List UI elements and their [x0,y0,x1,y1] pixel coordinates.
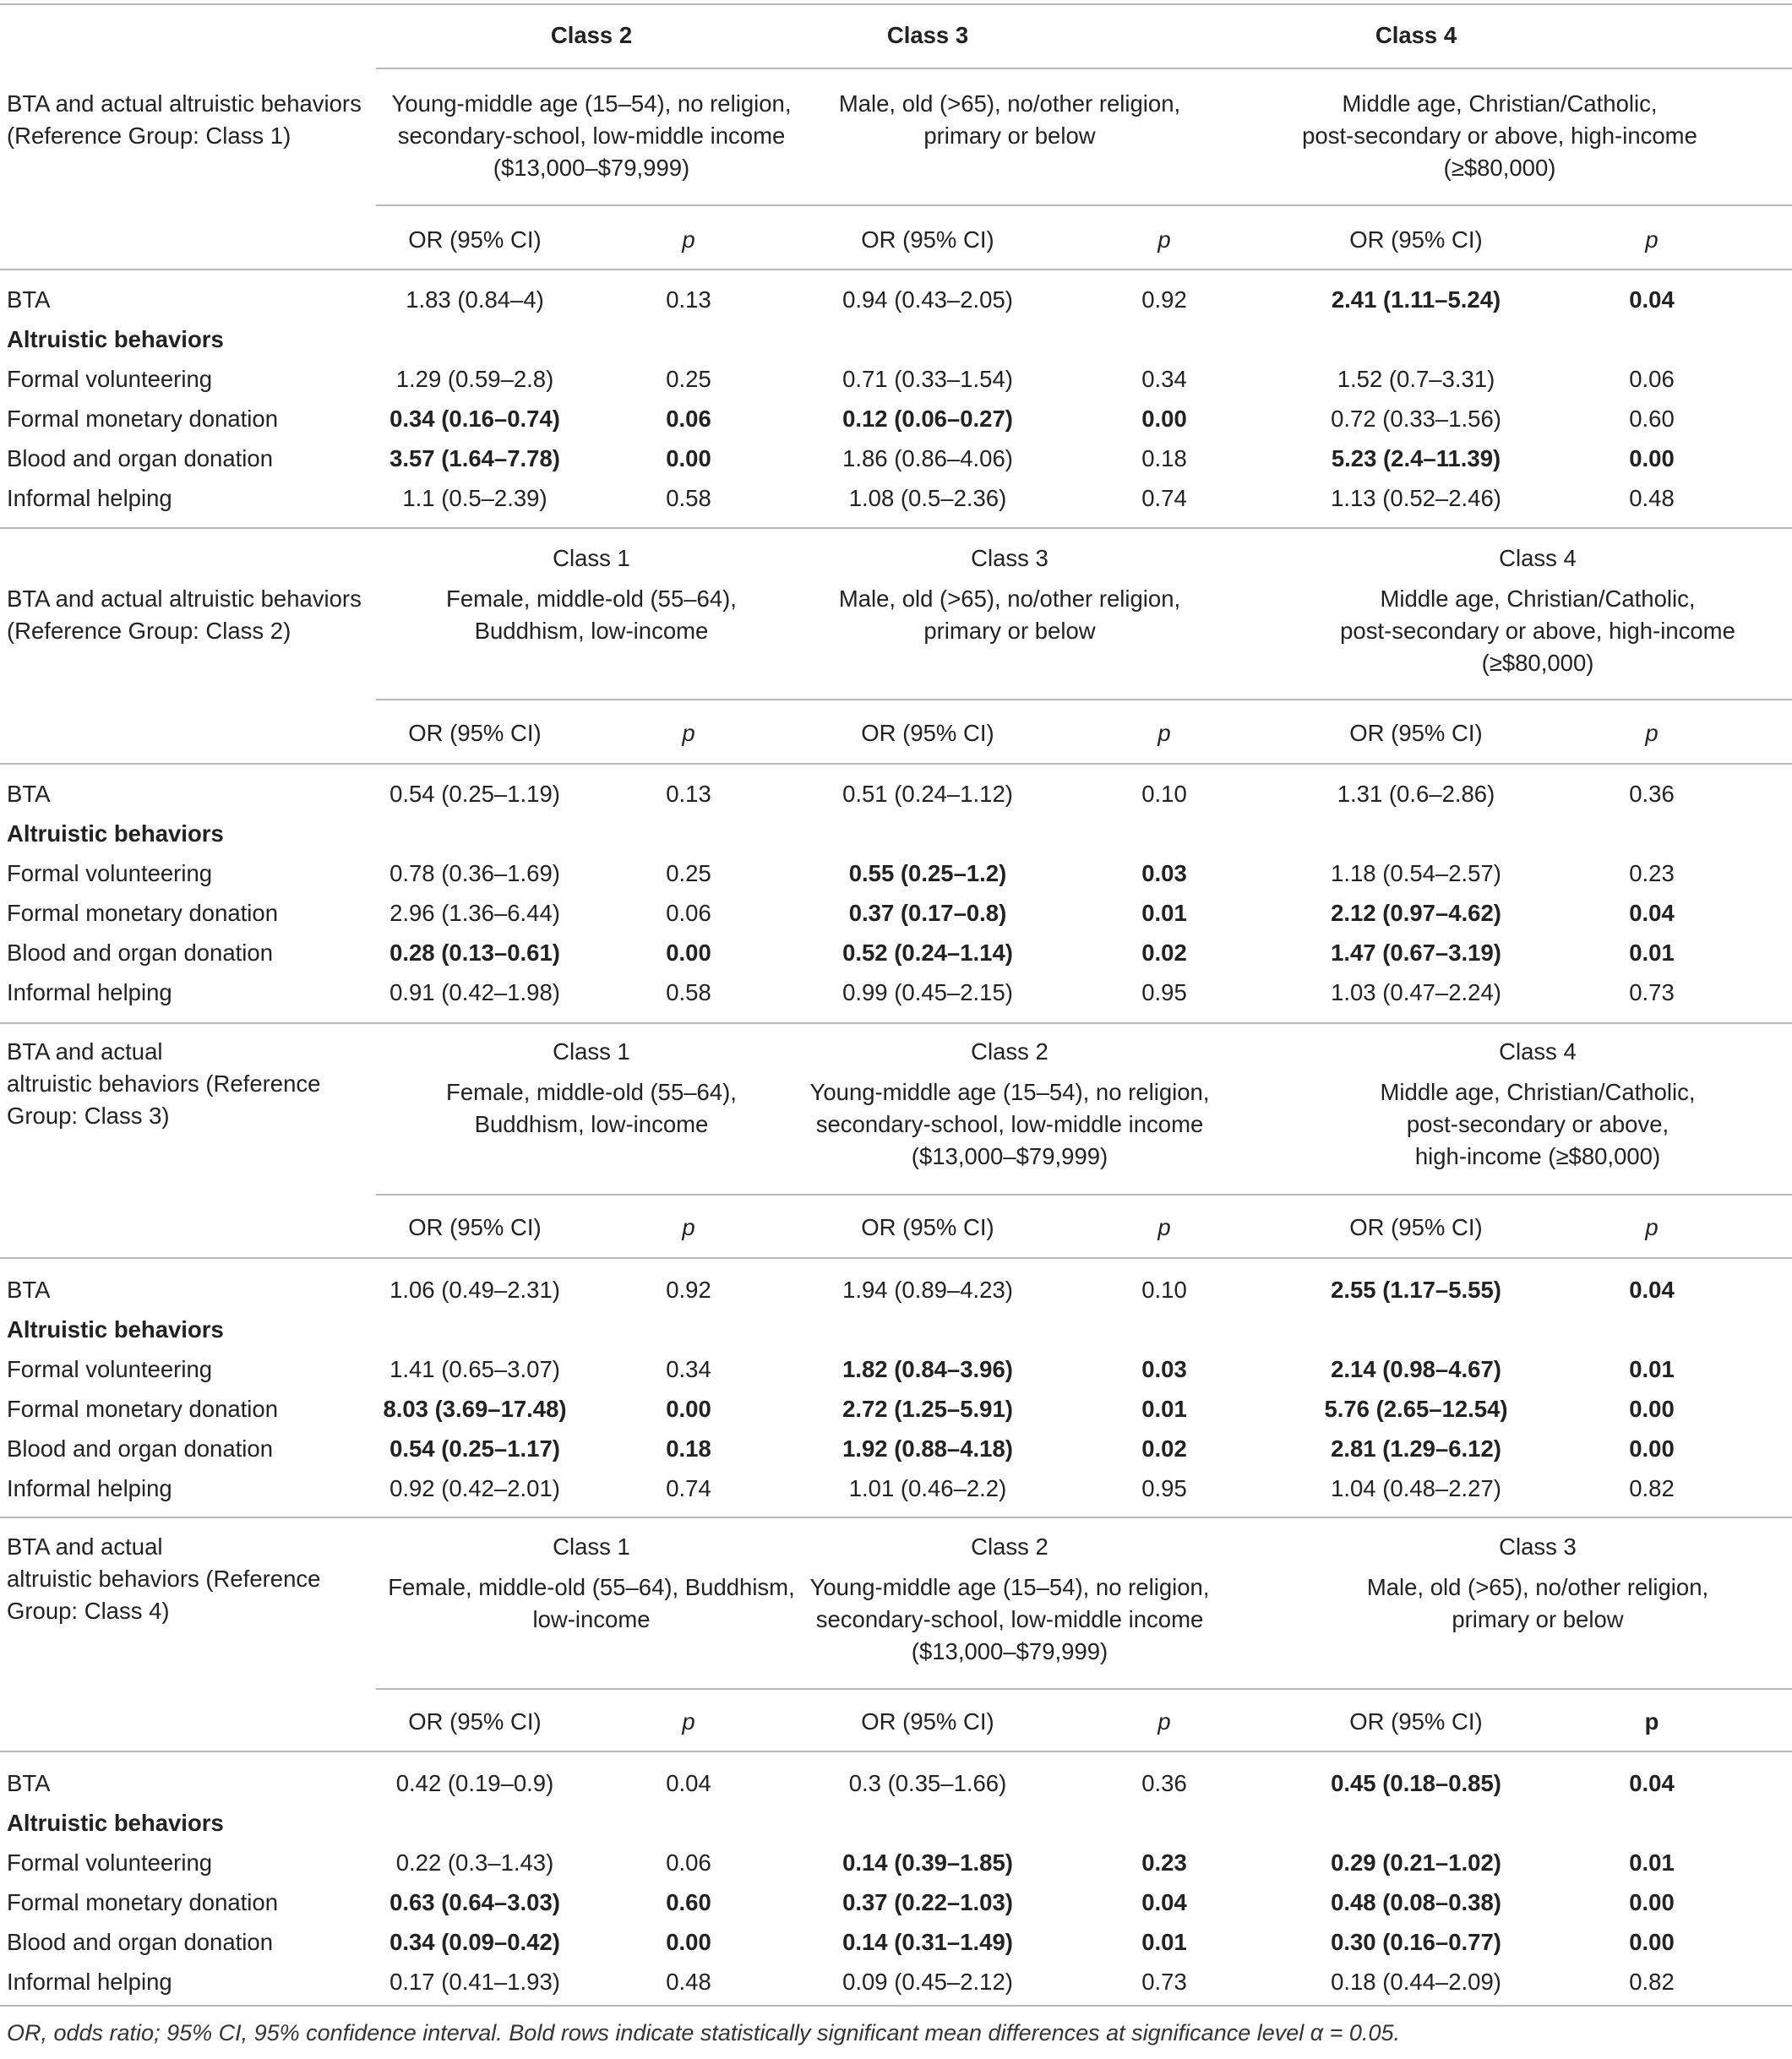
p-value-cell: 0.03 [1141,860,1187,886]
class-description: high-income (≥$80,000) [1414,1143,1661,1169]
row-label: Altruistic behaviors [7,326,224,352]
class-description: primary or below [923,618,1096,644]
or-ci-header: OR (95% CI) [408,1214,542,1240]
p-value-cell: 0.74 [666,1475,711,1501]
row-label: Altruistic behaviors [7,1316,224,1343]
p-value-cell: 0.01 [1141,1929,1187,1955]
row-label: Informal helping [7,485,172,511]
row-label: Informal helping [7,979,172,1005]
p-value-cell: 0.95 [1141,1475,1187,1501]
class-description: ($13,000–$79,999) [911,1143,1108,1169]
p-value-cell: 0.04 [1629,900,1675,926]
class-description: primary or below [923,123,1096,149]
odds-ratio-cell: 1.41 (0.65–3.07) [389,1356,560,1382]
or-ci-header: OR (95% CI) [1349,1214,1483,1240]
p-value-header: p [1644,1708,1659,1735]
section-rule [0,269,1792,270]
reference-group-label: BTA and actual [7,1038,163,1065]
p-value-cell: 0.36 [1141,1770,1187,1796]
or-ci-header: OR (95% CI) [1349,1708,1483,1735]
class-description: Male, old (>65), no/other religion, [838,586,1181,612]
section-rule [0,1751,1792,1752]
p-value-cell: 0.23 [1629,860,1675,886]
p-value-cell: 0.04 [1141,1889,1187,1915]
p-value-cell: 0.06 [666,1849,711,1876]
odds-ratio-cell: 1.86 (0.86–4.06) [842,445,1013,471]
row-label: Formal monetary donation [7,1889,278,1915]
table-top-rule [0,3,1792,5]
odds-ratio-cell: 0.48 (0.08–0.38) [1331,1889,1501,1915]
odds-ratio-cell: 1.82 (0.84–3.96) [842,1356,1013,1382]
p-value-cell: 0.00 [1629,1929,1675,1955]
row-label: Formal volunteering [7,1849,213,1876]
reference-group-label: Group: Class 4) [7,1598,170,1624]
class-name: Class 1 [553,545,630,571]
p-value-cell: 0.06 [666,406,711,432]
row-label: Altruistic behaviors [7,1810,224,1836]
reference-group-label: (Reference Group: Class 1) [7,123,291,149]
odds-ratio-cell: 1.83 (0.84–4) [406,286,544,313]
or-ci-header: OR (95% CI) [861,720,994,746]
odds-ratio-cell: 5.23 (2.4–11.39) [1331,445,1501,471]
p-value-cell: 0.36 [1629,781,1675,807]
odds-ratio-cell: 2.81 (1.29–6.12) [1331,1435,1501,1462]
odds-ratio-cell: 0.14 (0.39–1.85) [842,1849,1013,1876]
odds-ratio-cell: 8.03 (3.69–17.48) [383,1396,567,1422]
class-title: Class 3 [886,22,969,48]
row-label: Formal monetary donation [7,1396,278,1422]
odds-ratio-cell: 1.29 (0.59–2.8) [395,366,554,392]
row-label: Blood and organ donation [7,940,273,966]
class-description: secondary-school, low-middle income [397,123,786,149]
class-name: Class 1 [553,1038,630,1065]
odds-ratio-cell: 1.18 (0.54–2.57) [1331,860,1501,886]
p-value-cell: 0.00 [666,1396,711,1422]
class-name: Class 4 [1499,1038,1577,1065]
p-value-cell: 0.04 [1629,1770,1675,1796]
p-value-header: p [1645,1214,1659,1240]
row-label: Formal volunteering [7,366,213,392]
class-name: Class 1 [553,1533,630,1560]
p-value-cell: 0.00 [666,445,711,471]
odds-ratio-cell: 0.34 (0.09–0.42) [389,1929,560,1955]
p-value-cell: 0.92 [666,1277,711,1303]
reference-group-label: Group: Class 3) [7,1103,170,1129]
p-value-cell: 0.01 [1629,940,1675,966]
p-value-cell: 0.73 [1141,1969,1187,1995]
row-label: BTA [7,781,51,807]
odds-ratio-cell: 0.37 (0.22–1.03) [842,1889,1013,1915]
odds-ratio-cell: 0.92 (0.42–2.01) [389,1475,560,1501]
p-value-cell: 0.03 [1141,1356,1187,1382]
p-value-cell: 0.10 [1141,781,1187,807]
odds-ratio-cell: 1.1 (0.5–2.39) [402,485,547,511]
p-value-cell: 0.04 [1629,286,1675,313]
p-value-cell: 0.00 [1629,1396,1675,1422]
odds-ratio-cell: 1.31 (0.6–2.86) [1337,781,1495,807]
class-description: post-secondary or above, [1406,1111,1669,1137]
row-label: Altruistic behaviors [7,820,224,847]
odds-ratio-cell: 0.12 (0.06–0.27) [842,406,1013,432]
table-footnote: OR, odds ratio; 95% CI, 95% confidence interval. Bold rows indicate statistically significant mean differences at significance level α = 0.05. [7,2020,1400,2045]
class-description: Middle age, Christian/Catholic, [1380,1079,1696,1105]
reference-group-label: altruistic behaviors (Reference [7,1566,321,1592]
p-value-header: p [682,720,695,746]
p-value-cell: 0.00 [1629,445,1675,471]
p-value-cell: 0.06 [666,900,711,926]
row-label: Formal volunteering [7,1356,213,1382]
p-value-cell: 0.01 [1141,1396,1187,1422]
p-value-cell: 0.06 [1629,366,1675,392]
p-value-header: p [1157,1708,1171,1735]
reference-group-label: BTA and actual altruistic behaviors [7,586,362,612]
class-name: Class 3 [1499,1533,1577,1560]
odds-ratio-cell: 1.13 (0.52–2.46) [1331,485,1501,511]
p-value-cell: 0.60 [1629,406,1675,432]
class-description: Middle age, Christian/Catholic, [1380,586,1696,612]
odds-ratio-cell: 2.14 (0.98–4.67) [1331,1356,1501,1382]
section-header-rule [376,204,1792,206]
or-ci-header: OR (95% CI) [861,1214,994,1240]
class-description: Middle age, Christian/Catholic, [1342,90,1658,117]
class-description: ($13,000–$79,999) [493,155,690,181]
odds-ratio-cell: 0.09 (0.45–2.12) [842,1969,1013,1995]
section-separator [0,1022,1792,1024]
p-value-cell: 0.04 [1629,1277,1675,1303]
odds-ratio-cell: 1.92 (0.88–4.18) [842,1435,1013,1462]
section-header-rule [376,1194,1792,1196]
p-value-cell: 0.25 [666,366,711,392]
class-description: Male, old (>65), no/other religion, [1366,1574,1709,1600]
odds-ratio-cell: 0.63 (0.64–3.03) [389,1889,560,1915]
p-value-header: p [682,1708,695,1735]
odds-ratio-cell: 0.94 (0.43–2.05) [842,286,1013,313]
odds-ratio-cell: 5.76 (2.65–12.54) [1324,1396,1508,1422]
p-value-cell: 0.10 [1141,1277,1187,1303]
or-ci-header: OR (95% CI) [408,1708,542,1735]
class-description: Buddhism, low-income [474,618,709,644]
class-title: Class 2 [550,22,633,48]
section-header-rule [376,699,1792,700]
or-ci-header: OR (95% CI) [408,226,542,253]
p-value-cell: 0.00 [1629,1889,1675,1915]
p-value-cell: 0.04 [666,1770,711,1796]
class-description: low-income [532,1606,651,1632]
p-value-header: p [1645,226,1659,253]
reference-group-label: (Reference Group: Class 2) [7,618,291,644]
class-description: Young-middle age (15–54), no religion, [391,90,792,117]
p-value-cell: 0.00 [666,940,711,966]
row-label: BTA [7,1770,51,1796]
reference-group-label: altruistic behaviors (Reference [7,1070,321,1097]
class-name: Class 2 [971,1038,1049,1065]
class-description: Young-middle age (15–54), no religion, [809,1574,1210,1600]
odds-ratio-cell: 2.72 (1.25–5.91) [842,1396,1013,1422]
odds-ratio-cell: 2.12 (0.97–4.62) [1331,900,1501,926]
odds-ratio-cell: 0.72 (0.33–1.56) [1331,406,1501,432]
p-value-cell: 0.58 [666,485,711,511]
odds-ratio-cell: 0.28 (0.13–0.61) [389,940,560,966]
odds-ratio-cell: 0.22 (0.3–1.43) [395,1849,554,1876]
section-header-rule [376,1688,1792,1690]
odds-ratio-cell: 1.47 (0.67–3.19) [1331,940,1501,966]
or-ci-header: OR (95% CI) [1349,226,1483,253]
p-value-cell: 0.18 [1141,445,1187,471]
class-name: Class 4 [1499,545,1577,571]
p-value-cell: 0.02 [1141,1435,1187,1462]
odds-ratio-cell: 1.08 (0.5–2.36) [848,485,1007,511]
p-value-cell: 0.73 [1629,979,1675,1005]
odds-ratio-cell: 0.30 (0.16–0.77) [1331,1929,1501,1955]
or-ci-header: OR (95% CI) [861,1708,994,1735]
or-ci-header: OR (95% CI) [1349,720,1483,746]
class-description: (≥$80,000) [1443,155,1556,181]
odds-ratio-cell: 2.41 (1.11–5.24) [1331,286,1501,313]
class-name: Class 3 [971,545,1049,571]
row-label: Blood and organ donation [7,1929,273,1955]
p-value-cell: 0.00 [666,1929,711,1955]
odds-ratio-cell: 0.3 (0.35–1.66) [848,1770,1007,1796]
row-label: Formal monetary donation [7,900,278,926]
class-description: (≥$80,000) [1481,650,1594,676]
class-description: secondary-school, low-middle income [815,1606,1204,1632]
odds-ratio-cell: 0.17 (0.41–1.93) [389,1969,560,1995]
odds-ratio-cell: 0.71 (0.33–1.54) [842,366,1013,392]
p-value-cell: 0.95 [1141,979,1187,1005]
row-label: BTA [7,1277,51,1303]
p-value-header: p [682,1214,695,1240]
p-value-cell: 0.00 [1141,406,1187,432]
p-value-cell: 0.18 [666,1435,711,1462]
p-value-header: p [682,226,695,253]
odds-ratio-cell: 0.18 (0.44–2.09) [1331,1969,1501,1995]
odds-ratio-cell: 0.91 (0.42–1.98) [389,979,560,1005]
p-value-header: p [1157,226,1171,253]
p-value-cell: 0.34 [1141,366,1187,392]
p-value-cell: 0.25 [666,860,711,886]
or-ci-header: OR (95% CI) [408,720,542,746]
class-description: primary or below [1452,1606,1624,1632]
odds-ratio-cell: 1.06 (0.49–2.31) [389,1277,560,1303]
p-value-header: p [1157,720,1171,746]
odds-ratio-cell: 2.96 (1.36–6.44) [389,900,560,926]
odds-ratio-cell: 1.03 (0.47–2.24) [1331,979,1501,1005]
p-value-cell: 0.01 [1629,1356,1675,1382]
odds-ratio-cell: 2.55 (1.17–5.55) [1331,1277,1501,1303]
p-value-cell: 0.58 [666,979,711,1005]
p-value-cell: 0.13 [666,781,711,807]
section-rule [0,763,1792,765]
odds-ratio-cell: 0.51 (0.24–1.12) [842,781,1013,807]
p-value-cell: 0.82 [1629,1475,1675,1501]
class-description: Female, middle-old (55–64), [446,1079,737,1105]
class-name: Class 2 [971,1533,1049,1560]
row-label: Formal volunteering [7,860,213,886]
p-value-header: p [1157,1214,1171,1240]
row-label: Formal monetary donation [7,406,278,432]
odds-ratio-cell: 0.55 (0.25–1.2) [848,860,1007,886]
odds-ratio-cell: 1.04 (0.48–2.27) [1331,1475,1501,1501]
section-header-rule [376,68,1792,69]
odds-ratio-cell: 0.54 (0.25–1.19) [389,781,560,807]
odds-ratio-cell: 0.99 (0.45–2.15) [842,979,1013,1005]
odds-ratio-cell: 1.01 (0.46–2.2) [848,1475,1007,1501]
class-description: Female, middle-old (55–64), [446,586,737,612]
section-separator [0,527,1792,529]
odds-ratio-cell: 0.54 (0.25–1.17) [389,1435,560,1462]
reference-group-label: BTA and actual [7,1533,163,1560]
p-value-cell: 0.00 [1629,1435,1675,1462]
odds-ratio-cell: 0.14 (0.31–1.49) [842,1929,1013,1955]
or-ci-header: OR (95% CI) [861,226,994,253]
p-value-cell: 0.13 [666,286,711,313]
table-bottom-rule [0,2005,1792,2007]
odds-ratio-cell: 0.42 (0.19–0.9) [395,1770,554,1796]
p-value-cell: 0.01 [1629,1849,1675,1876]
class-description: secondary-school, low-middle income [815,1111,1204,1137]
row-label: Blood and organ donation [7,1435,273,1462]
odds-ratio-cell: 0.29 (0.21–1.02) [1331,1849,1501,1876]
class-description: post-secondary or above, high-income [1340,618,1735,644]
class-description: Young-middle age (15–54), no religion, [809,1079,1210,1105]
odds-ratio-cell: 0.37 (0.17–0.8) [848,900,1007,926]
p-value-cell: 0.23 [1141,1849,1187,1876]
p-value-cell: 0.48 [1629,485,1675,511]
odds-ratio-cell: 3.57 (1.64–7.78) [389,445,560,471]
class-description: post-secondary or above, high-income [1302,123,1697,149]
section-separator [0,1517,1792,1518]
odds-ratio-cell: 1.52 (0.7–3.31) [1337,366,1495,392]
section-rule [0,1257,1792,1259]
p-value-cell: 0.48 [666,1969,711,1995]
class-description: Male, old (>65), no/other religion, [838,90,1181,117]
p-value-cell: 0.02 [1141,940,1187,966]
odds-ratio-cell: 0.34 (0.16–0.74) [389,406,560,432]
odds-ratio-cell: 0.52 (0.24–1.14) [842,940,1013,966]
p-value-cell: 0.34 [666,1356,711,1382]
row-label: Informal helping [7,1475,172,1501]
class-description: ($13,000–$79,999) [911,1638,1108,1664]
class-description: Female, middle-old (55–64), Buddhism, [388,1574,795,1600]
p-value-cell: 0.82 [1629,1969,1675,1995]
reference-group-label: BTA and actual altruistic behaviors [7,90,362,117]
p-value-cell: 0.74 [1141,485,1187,511]
row-label: Informal helping [7,1969,172,1995]
odds-ratio-cell: 0.45 (0.18–0.85) [1331,1770,1501,1796]
p-value-cell: 0.60 [666,1889,711,1915]
class-description: Buddhism, low-income [474,1111,709,1137]
p-value-cell: 0.92 [1141,286,1187,313]
p-value-header: p [1645,720,1659,746]
class-title: Class 4 [1375,22,1457,48]
odds-ratio-cell: 0.78 (0.36–1.69) [389,860,560,886]
row-label: Blood and organ donation [7,445,273,471]
odds-ratio-cell: 1.94 (0.89–4.23) [842,1277,1013,1303]
row-label: BTA [7,286,51,313]
p-value-cell: 0.01 [1141,900,1187,926]
